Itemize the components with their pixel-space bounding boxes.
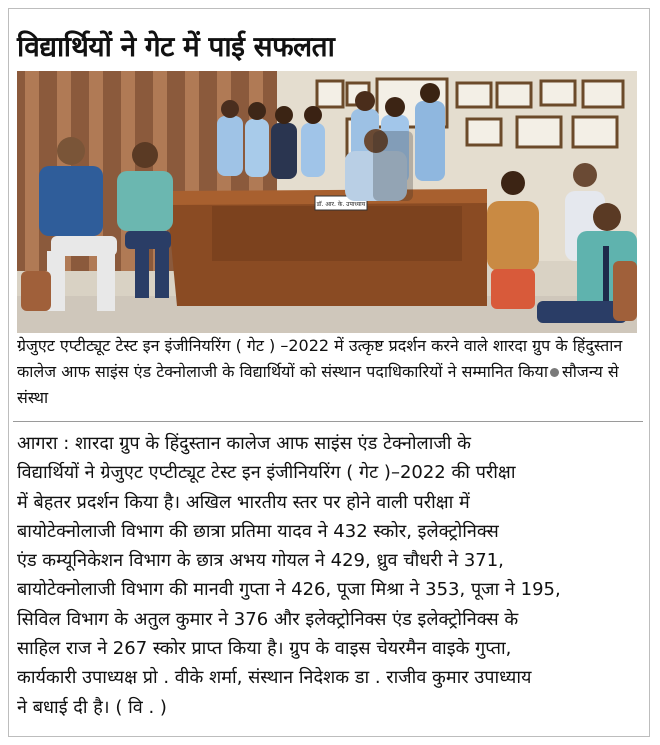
body-line: बायोटेक्नोलाजी विभाग की छात्रा प्रतिमा यादव ने 432 स्कोर, इलेक्ट्रोनिक्स	[17, 520, 499, 542]
body-line: एंड कम्यूनिकेशन विभाग के छात्र अभय गोयल ने 429, ध्रुव चौधरी ने 371,	[17, 550, 504, 572]
news-clipping	[8, 8, 650, 737]
article-body	[17, 429, 637, 722]
nameplate-text: डॉ. आर. के. उपाध्याय	[316, 201, 366, 208]
body-line: विद्यार्थियों ने ग्रेजुएट एप्टीट्यूट टेस्ट इन इंजीनियरिंग ( गेट )–2022 की परीक्षा	[17, 462, 516, 484]
body-line: आगरा : शारदा ग्रुप के हिंदुस्तान कालेज आफ साइंस एंड टेक्नोलाजी के	[17, 433, 471, 454]
body-line: में बेहतर प्रदर्शन किया है। अखिल भारतीय स्तर पर होने वाली परीक्षा में	[17, 491, 470, 513]
headline: विद्यार्थियों ने गेट में पाई सफलता	[17, 30, 335, 63]
caption-credit: सौजन्य से संस्था	[17, 362, 619, 407]
body-line: कार्यकारी उपाध्यक्ष प्रो . वीके शर्मा, संस्थान निदेशक डा . राजीव कुमार उपाध्याय	[17, 667, 532, 689]
body-line: ने बधाई दी है। ( वि . )	[17, 696, 167, 718]
news-photo	[17, 71, 637, 333]
body-line: बायोटेक्नोलाजी विभाग की मानवी गुप्ता ने 426, पूजा मिश्रा ने 353, पूजा ने 195,	[17, 579, 561, 601]
body-line: साहिल राज ने 267 स्कोर प्राप्त किया है। ग्रुप के वाइस चेयरमैन वाइके गुप्ता,	[17, 638, 512, 660]
caption-text: ग्रेजुएट एप्टीट्यूट टेस्ट इन इंजीनियरिंग ( गेट ) –2022 में उत्कृष्ट प्रदर्शन करने वाले शारदा ग्रुप के हिंदुस्तान कालेज आफ साइंस एंड टेक्नोलाजी के विद्यार्थियों को संस्थान पदाधिकारियों ने सम्मानित किया	[17, 336, 623, 381]
caption-bullet-icon	[550, 368, 559, 377]
divider	[13, 421, 643, 422]
body-line: सिविल विभाग के अतुल कुमार ने 376 और इलेक्ट्रोनिक्स एंड इलेक्ट्रोनिक्स के	[17, 608, 519, 630]
photo-caption	[17, 333, 637, 411]
